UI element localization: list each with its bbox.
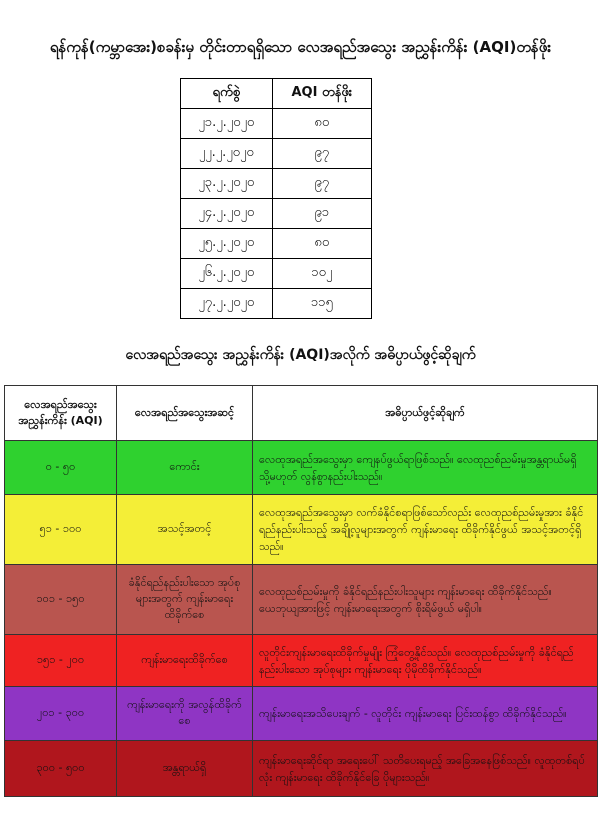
date-cell: ၂၃.၂.၂၀၂၀ [181, 169, 273, 199]
aqi-range-cell: ၃၀၀ - ၅၀၀ [5, 741, 117, 797]
table-row [181, 259, 372, 289]
advice-row-unhealthy [5, 635, 598, 687]
aqi-column-header: AQI တန်ဖိုး [272, 79, 371, 109]
level-cell: ကောင်း [117, 441, 253, 495]
aqi-range-cell: ၁၀၁ - ၁၅၀ [5, 565, 117, 635]
table-row [181, 199, 372, 229]
table-row [181, 139, 372, 169]
aqi-range-cell: ၅၁ - ၁၀၀ [5, 495, 117, 565]
table-row [181, 109, 372, 139]
aqi-range-cell: ၁၅၁ - ၂၀၀ [5, 635, 117, 687]
level-cell: အန္တရာယ်ရှိ [117, 741, 253, 797]
date-cell: ၂၄.၂.၂၀၂၀ [181, 199, 273, 229]
aqi-advice-table [4, 385, 598, 797]
advice-title: လေအရည်အသွေး အညွှန်းကိန်း (AQI)အလိုက် အဓိပ္ပာယ်ဖွင့်ဆိုချက် [125, 347, 476, 363]
advice-row-hazardous [5, 741, 598, 797]
air-quality-level-header: လေအရည်အသွေးအဆင့် [117, 386, 253, 441]
date-cell: ၂၅.၂.၂၀၂၀ [181, 229, 273, 259]
aqi-value-cell: ၁၀၂ [272, 259, 371, 289]
page-title: ရန်ကုန်(ကမ္ဘာအေး)စခန်းမှ တိုင်းတာရရှိသော လေအရည်အသွေး အညွှန်းကိန်း (AQI)တန်ဖိုး [49, 38, 552, 56]
aqi-range-header: လေအရည်အသွေး အညွှန်းကိန်း (AQI) [5, 386, 117, 441]
meaning-cell: ကျန်းမာရေးဆိုင်ရာ အရေးပေါ် သတိပေးရမည့် အခြေအနေဖြစ်သည်။ လူထုတစ်ရပ်လုံး ကျန်းမာရေး ထိခိုက်နိုင်ခြေ ပိုများသည်။ [253, 741, 598, 797]
table-row [181, 289, 372, 319]
meaning-cell: ကျန်းမာရေးအသိပေးချက် - လူတိုင်း ကျန်းမာရေး ပြင်းထန်စွာ ထိခိုက်နိုင်သည်။ [253, 687, 598, 741]
meaning-cell: လေထုအရည်အသွေးမှာ လက်ခံနိုင်စရာဖြစ်သော်လည်း လေထုညစ်ညမ်းမှုအား ခံနိုင်ရည်နည်းပါးသည့် အချို့လူများအတွက် ကျန်းမာရေး ထိခိုက်နိုင်ဖွယ် အသင့်အတင့်ရှိသည်။ [253, 495, 598, 565]
date-cell: ၂၇.၂.၂၀၂၀ [181, 289, 273, 319]
level-cell: ကျန်းမာရေးကို အလွန်ထိခိုက်စေ [117, 687, 253, 741]
table-row [181, 229, 372, 259]
aqi-value-cell: ၉၇ [272, 169, 371, 199]
aqi-value-cell: ၈၀ [272, 109, 371, 139]
aqi-value-cell: ၉၁ [272, 199, 371, 229]
meaning-cell: လေထုအရည်အသွေးမှာ ကျေနပ်ဖွယ်ရာဖြစ်သည်။ လေထုညစ်ညမ်းမှုအန္တရာယ်မရှိ သို့မဟုတ် လွန်စွာနည်းပါးသည်။ [253, 441, 598, 495]
advice-row-good [5, 441, 598, 495]
aqi-range-cell: ၀ - ၅၀ [5, 441, 117, 495]
aqi-value-cell: ၈၀ [272, 229, 371, 259]
level-cell: ကျန်းမာရေးထိခိုက်စေ [117, 635, 253, 687]
level-cell: အသင့်အတင့် [117, 495, 253, 565]
advice-row-moderate [5, 495, 598, 565]
meaning-cell: လူတိုင်းကျန်းမာရေးထိခိုက်မှုမျိုး ကြုံတွေ့နိုင်သည်။ လေထုညစ်ညမ်းမှုကို ခံနိုင်ရည်နည်းပါးသော အုပ်စုများ ကျန်းမာရေး ပိုမိုထိခိုက်နိုင်သည်။ [253, 635, 598, 687]
aqi-values-table [180, 78, 372, 319]
advice-row-sensitive [5, 565, 598, 635]
date-cell: ၂၆.၂.၂၀၂၀ [181, 259, 273, 289]
aqi-value-cell: ၁၁၅ [272, 289, 371, 319]
meaning-header: အဓိပ္ပာယ်ဖွင့်ဆိုချက် [253, 386, 598, 441]
date-column-header: ရက်စွဲ [181, 79, 273, 109]
advice-row-very-unhealthy [5, 687, 598, 741]
table-row [181, 169, 372, 199]
aqi-range-cell: ၂၀၁ - ၃၀၀ [5, 687, 117, 741]
level-cell: ခံနိုင်ရည်နည်းပါးသော အုပ်စုများအတွက် ကျန်းမာရေးထိခိုက်စေ [117, 565, 253, 635]
date-cell: ၂၁.၂.၂၀၂၀ [181, 109, 273, 139]
aqi-value-cell: ၉၇ [272, 139, 371, 169]
meaning-cell: လေထုညစ်ညမ်းမှုကို ခံနိုင်ရည်နည်းပါးသူများ ကျန်းမာရေး ထိခိုက်နိုင်သည်။ ယေဘုယျအားဖြင့် ကျန်းမာရေးအတွက် စိုးရိမ်ဖွယ် မရှိပါ။ [253, 565, 598, 635]
date-cell: ၂၂.၂.၂၀၂၀ [181, 139, 273, 169]
